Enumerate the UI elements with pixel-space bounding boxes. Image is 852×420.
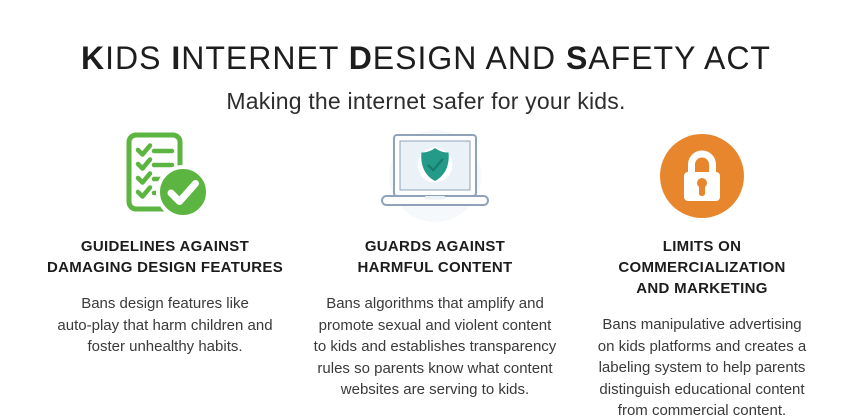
body-line: from commercial content. — [617, 402, 787, 419]
column-heading — [10, 236, 320, 278]
body-line: labeling system to help parents — [598, 359, 806, 376]
laptop-svg — [369, 128, 501, 224]
padlock-svg — [658, 132, 746, 220]
heading-line: HARMFUL CONTENT — [357, 259, 513, 276]
heading-line: GUIDELINES AGAINST — [80, 238, 250, 255]
body-line: foster unhealthy habits. — [87, 338, 243, 355]
shield-icon — [418, 148, 453, 183]
laptop-shield-icon — [285, 128, 585, 224]
header — [0, 0, 852, 115]
checklist-with-checkmark-icon — [10, 128, 320, 224]
page-subtitle: Making the internet safer for your kids. — [226, 88, 626, 114]
check-circle-icon — [158, 167, 208, 217]
heading-line: GUARDS AGAINST — [364, 238, 506, 255]
column-heading — [552, 236, 852, 299]
column-body — [552, 314, 852, 420]
column-limits — [552, 128, 852, 420]
body-line: websites are serving to kids. — [340, 381, 530, 398]
checklist-svg — [118, 131, 212, 221]
column-guidelines — [10, 128, 320, 358]
body-line: promote sexual and violent content — [318, 316, 552, 334]
body-line: Bans algorithms that amplify and — [326, 295, 544, 312]
body-line: auto-play that harm children and — [57, 316, 273, 334]
body-line: rules so parents know what content — [317, 359, 553, 377]
heading-line: LIMITS ON — [662, 238, 742, 255]
page-title: KIDS INTERNET DESIGN AND SAFETY ACT — [81, 40, 771, 76]
body-line: Bans manipulative advertising — [602, 316, 802, 333]
body-line: Bans design features like — [81, 295, 249, 312]
column-heading — [285, 236, 585, 278]
body-line: distinguish educational content — [599, 380, 805, 398]
column-guards — [285, 128, 585, 401]
body-line: on kids platforms and creates a — [597, 337, 807, 355]
heading-line: AND MARKETING — [636, 280, 768, 297]
heading-line: COMMERCIALIZATION — [618, 259, 786, 276]
heading-line: DAMAGING DESIGN FEATURES — [46, 259, 284, 276]
padlock-icon — [552, 128, 852, 224]
column-body — [10, 293, 320, 358]
body-line: to kids and establishes transparency — [313, 338, 557, 355]
column-body — [285, 293, 585, 401]
